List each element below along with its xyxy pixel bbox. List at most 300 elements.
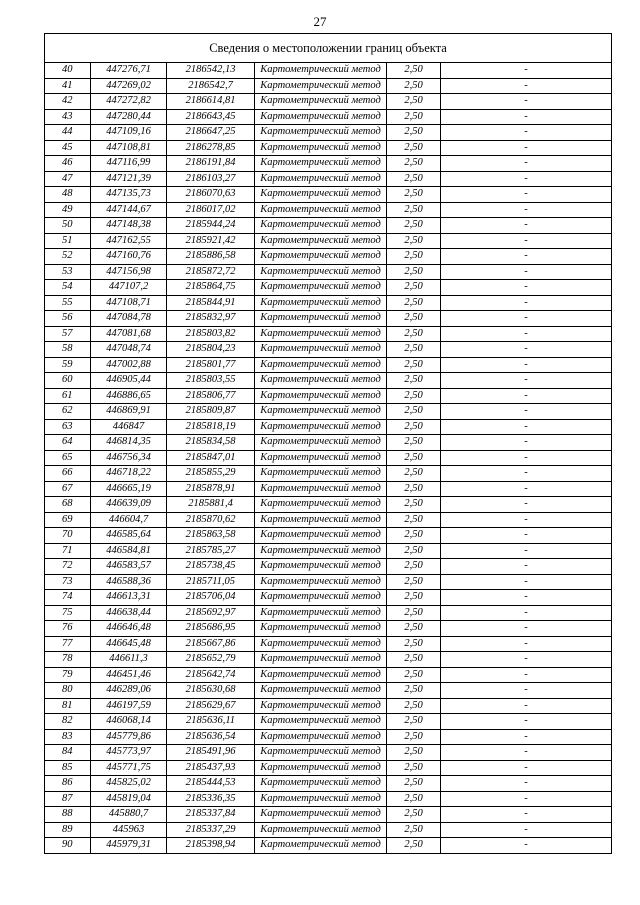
table-row bbox=[45, 559, 612, 575]
accuracy-cell: 2,50 bbox=[387, 605, 441, 621]
description-cell: - bbox=[441, 698, 612, 714]
point-number-cell: 40 bbox=[45, 63, 91, 79]
accuracy-cell: 2,50 bbox=[387, 264, 441, 280]
table-row bbox=[45, 78, 612, 94]
table-row bbox=[45, 807, 612, 823]
y-coordinate-cell: 2185337,84 bbox=[167, 807, 255, 823]
x-coordinate-cell: 445779,86 bbox=[91, 729, 167, 745]
table-row bbox=[45, 714, 612, 730]
method-cell: Картометрический метод bbox=[255, 63, 387, 79]
y-coordinate-cell: 2185491,96 bbox=[167, 745, 255, 761]
table-row bbox=[45, 729, 612, 745]
table-row bbox=[45, 698, 612, 714]
point-number-cell: 73 bbox=[45, 574, 91, 590]
accuracy-cell: 2,50 bbox=[387, 404, 441, 420]
point-number-cell: 57 bbox=[45, 326, 91, 342]
description-cell: - bbox=[441, 187, 612, 203]
method-cell: Картометрический метод bbox=[255, 466, 387, 482]
accuracy-cell: 2,50 bbox=[387, 202, 441, 218]
description-cell: - bbox=[441, 791, 612, 807]
point-number-cell: 54 bbox=[45, 280, 91, 296]
x-coordinate-cell: 447156,98 bbox=[91, 264, 167, 280]
point-number-cell: 62 bbox=[45, 404, 91, 420]
accuracy-cell: 2,50 bbox=[387, 760, 441, 776]
table-row bbox=[45, 543, 612, 559]
method-cell: Картометрический метод bbox=[255, 187, 387, 203]
method-cell: Картометрический метод bbox=[255, 636, 387, 652]
y-coordinate-cell: 2185855,29 bbox=[167, 466, 255, 482]
accuracy-cell: 2,50 bbox=[387, 838, 441, 854]
point-number-cell: 48 bbox=[45, 187, 91, 203]
accuracy-cell: 2,50 bbox=[387, 481, 441, 497]
description-cell: - bbox=[441, 202, 612, 218]
accuracy-cell: 2,50 bbox=[387, 652, 441, 668]
method-cell: Картометрический метод bbox=[255, 528, 387, 544]
accuracy-cell: 2,50 bbox=[387, 233, 441, 249]
x-coordinate-cell: 447048,74 bbox=[91, 342, 167, 358]
description-cell: - bbox=[441, 497, 612, 513]
table-row bbox=[45, 404, 612, 420]
description-cell: - bbox=[441, 636, 612, 652]
method-cell: Картометрический метод bbox=[255, 125, 387, 141]
table-row bbox=[45, 760, 612, 776]
method-cell: Картометрический метод bbox=[255, 326, 387, 342]
point-number-cell: 72 bbox=[45, 559, 91, 575]
y-coordinate-cell: 2185886,58 bbox=[167, 249, 255, 265]
y-coordinate-cell: 2185803,55 bbox=[167, 373, 255, 389]
accuracy-cell: 2,50 bbox=[387, 807, 441, 823]
boundary-table bbox=[44, 33, 612, 854]
x-coordinate-cell: 446451,46 bbox=[91, 667, 167, 683]
table-row bbox=[45, 838, 612, 854]
method-cell: Картометрический метод bbox=[255, 233, 387, 249]
x-coordinate-cell: 446588,36 bbox=[91, 574, 167, 590]
point-number-cell: 85 bbox=[45, 760, 91, 776]
accuracy-cell: 2,50 bbox=[387, 559, 441, 575]
method-cell: Картометрический метод bbox=[255, 776, 387, 792]
table-row bbox=[45, 636, 612, 652]
accuracy-cell: 2,50 bbox=[387, 590, 441, 606]
method-cell: Картометрический метод bbox=[255, 605, 387, 621]
x-coordinate-cell: 447107,2 bbox=[91, 280, 167, 296]
x-coordinate-cell: 446847 bbox=[91, 419, 167, 435]
accuracy-cell: 2,50 bbox=[387, 512, 441, 528]
method-cell: Картометрический метод bbox=[255, 419, 387, 435]
point-number-cell: 75 bbox=[45, 605, 91, 621]
accuracy-cell: 2,50 bbox=[387, 466, 441, 482]
y-coordinate-cell: 2186542,13 bbox=[167, 63, 255, 79]
x-coordinate-cell: 446886,65 bbox=[91, 388, 167, 404]
point-number-cell: 59 bbox=[45, 357, 91, 373]
y-coordinate-cell: 2185686,95 bbox=[167, 621, 255, 637]
table-row bbox=[45, 667, 612, 683]
method-cell: Картометрический метод bbox=[255, 652, 387, 668]
description-cell: - bbox=[441, 109, 612, 125]
x-coordinate-cell: 446638,44 bbox=[91, 605, 167, 621]
accuracy-cell: 2,50 bbox=[387, 621, 441, 637]
x-coordinate-cell: 447116,99 bbox=[91, 156, 167, 172]
y-coordinate-cell: 2185809,87 bbox=[167, 404, 255, 420]
table-row bbox=[45, 218, 612, 234]
point-number-cell: 69 bbox=[45, 512, 91, 528]
description-cell: - bbox=[441, 776, 612, 792]
x-coordinate-cell: 447160,76 bbox=[91, 249, 167, 265]
accuracy-cell: 2,50 bbox=[387, 326, 441, 342]
table-row bbox=[45, 776, 612, 792]
table-row bbox=[45, 528, 612, 544]
accuracy-cell: 2,50 bbox=[387, 187, 441, 203]
description-cell: - bbox=[441, 574, 612, 590]
method-cell: Картометрический метод bbox=[255, 295, 387, 311]
x-coordinate-cell: 447276,71 bbox=[91, 63, 167, 79]
point-number-cell: 41 bbox=[45, 78, 91, 94]
table-row bbox=[45, 497, 612, 513]
description-cell: - bbox=[441, 605, 612, 621]
method-cell: Картометрический метод bbox=[255, 171, 387, 187]
method-cell: Картометрический метод bbox=[255, 156, 387, 172]
y-coordinate-cell: 2185785,27 bbox=[167, 543, 255, 559]
x-coordinate-cell: 447121,39 bbox=[91, 171, 167, 187]
x-coordinate-cell: 446645,48 bbox=[91, 636, 167, 652]
table-body bbox=[45, 34, 612, 854]
description-cell: - bbox=[441, 419, 612, 435]
accuracy-cell: 2,50 bbox=[387, 667, 441, 683]
description-cell: - bbox=[441, 218, 612, 234]
y-coordinate-cell: 2185711,05 bbox=[167, 574, 255, 590]
x-coordinate-cell: 446289,06 bbox=[91, 683, 167, 699]
accuracy-cell: 2,50 bbox=[387, 171, 441, 187]
x-coordinate-cell: 447162,55 bbox=[91, 233, 167, 249]
table-row bbox=[45, 63, 612, 79]
y-coordinate-cell: 2185630,68 bbox=[167, 683, 255, 699]
table-row bbox=[45, 326, 612, 342]
description-cell: - bbox=[441, 466, 612, 482]
x-coordinate-cell: 446814,35 bbox=[91, 435, 167, 451]
accuracy-cell: 2,50 bbox=[387, 822, 441, 838]
method-cell: Картометрический метод bbox=[255, 280, 387, 296]
description-cell: - bbox=[441, 559, 612, 575]
table-title-row bbox=[45, 34, 612, 63]
method-cell: Картометрический метод bbox=[255, 78, 387, 94]
description-cell: - bbox=[441, 683, 612, 699]
point-number-cell: 83 bbox=[45, 729, 91, 745]
description-cell: - bbox=[441, 357, 612, 373]
y-coordinate-cell: 2185444,53 bbox=[167, 776, 255, 792]
point-number-cell: 49 bbox=[45, 202, 91, 218]
table-row bbox=[45, 171, 612, 187]
table-row bbox=[45, 419, 612, 435]
accuracy-cell: 2,50 bbox=[387, 791, 441, 807]
method-cell: Картометрический метод bbox=[255, 512, 387, 528]
table-row bbox=[45, 435, 612, 451]
y-coordinate-cell: 2185881,4 bbox=[167, 497, 255, 513]
x-coordinate-cell: 445979,31 bbox=[91, 838, 167, 854]
table-row bbox=[45, 357, 612, 373]
x-coordinate-cell: 446665,19 bbox=[91, 481, 167, 497]
accuracy-cell: 2,50 bbox=[387, 373, 441, 389]
accuracy-cell: 2,50 bbox=[387, 419, 441, 435]
method-cell: Картометрический метод bbox=[255, 404, 387, 420]
x-coordinate-cell: 446585,64 bbox=[91, 528, 167, 544]
table-row bbox=[45, 745, 612, 761]
point-number-cell: 45 bbox=[45, 140, 91, 156]
point-number-cell: 64 bbox=[45, 435, 91, 451]
y-coordinate-cell: 2185872,72 bbox=[167, 264, 255, 280]
y-coordinate-cell: 2186643,45 bbox=[167, 109, 255, 125]
accuracy-cell: 2,50 bbox=[387, 218, 441, 234]
method-cell: Картометрический метод bbox=[255, 109, 387, 125]
method-cell: Картометрический метод bbox=[255, 559, 387, 575]
accuracy-cell: 2,50 bbox=[387, 109, 441, 125]
point-number-cell: 60 bbox=[45, 373, 91, 389]
method-cell: Картометрический метод bbox=[255, 94, 387, 110]
y-coordinate-cell: 2185337,29 bbox=[167, 822, 255, 838]
point-number-cell: 79 bbox=[45, 667, 91, 683]
description-cell: - bbox=[441, 373, 612, 389]
x-coordinate-cell: 446756,34 bbox=[91, 450, 167, 466]
point-number-cell: 84 bbox=[45, 745, 91, 761]
description-cell: - bbox=[441, 807, 612, 823]
description-cell: - bbox=[441, 326, 612, 342]
point-number-cell: 56 bbox=[45, 311, 91, 327]
point-number-cell: 63 bbox=[45, 419, 91, 435]
accuracy-cell: 2,50 bbox=[387, 125, 441, 141]
description-cell: - bbox=[441, 450, 612, 466]
point-number-cell: 88 bbox=[45, 807, 91, 823]
accuracy-cell: 2,50 bbox=[387, 698, 441, 714]
description-cell: - bbox=[441, 667, 612, 683]
description-cell: - bbox=[441, 590, 612, 606]
method-cell: Картометрический метод bbox=[255, 249, 387, 265]
x-coordinate-cell: 447081,68 bbox=[91, 326, 167, 342]
y-coordinate-cell: 2186278,85 bbox=[167, 140, 255, 156]
y-coordinate-cell: 2185804,23 bbox=[167, 342, 255, 358]
table-row bbox=[45, 388, 612, 404]
table-row bbox=[45, 822, 612, 838]
y-coordinate-cell: 2185844,91 bbox=[167, 295, 255, 311]
method-cell: Картометрический метод bbox=[255, 683, 387, 699]
accuracy-cell: 2,50 bbox=[387, 745, 441, 761]
table-row bbox=[45, 140, 612, 156]
description-cell: - bbox=[441, 140, 612, 156]
accuracy-cell: 2,50 bbox=[387, 78, 441, 94]
point-number-cell: 58 bbox=[45, 342, 91, 358]
y-coordinate-cell: 2186103,27 bbox=[167, 171, 255, 187]
y-coordinate-cell: 2185336,35 bbox=[167, 791, 255, 807]
accuracy-cell: 2,50 bbox=[387, 311, 441, 327]
method-cell: Картометрический метод bbox=[255, 435, 387, 451]
y-coordinate-cell: 2186647,25 bbox=[167, 125, 255, 141]
table-row bbox=[45, 342, 612, 358]
y-coordinate-cell: 2185398,94 bbox=[167, 838, 255, 854]
table-row bbox=[45, 109, 612, 125]
method-cell: Картометрический метод bbox=[255, 838, 387, 854]
table-row bbox=[45, 590, 612, 606]
description-cell: - bbox=[441, 171, 612, 187]
x-coordinate-cell: 447144,67 bbox=[91, 202, 167, 218]
point-number-cell: 51 bbox=[45, 233, 91, 249]
x-coordinate-cell: 447280,44 bbox=[91, 109, 167, 125]
point-number-cell: 66 bbox=[45, 466, 91, 482]
accuracy-cell: 2,50 bbox=[387, 729, 441, 745]
x-coordinate-cell: 445963 bbox=[91, 822, 167, 838]
table-row bbox=[45, 187, 612, 203]
y-coordinate-cell: 2186070,63 bbox=[167, 187, 255, 203]
description-cell: - bbox=[441, 63, 612, 79]
table-row bbox=[45, 125, 612, 141]
point-number-cell: 43 bbox=[45, 109, 91, 125]
description-cell: - bbox=[441, 295, 612, 311]
y-coordinate-cell: 2185944,24 bbox=[167, 218, 255, 234]
point-number-cell: 76 bbox=[45, 621, 91, 637]
point-number-cell: 42 bbox=[45, 94, 91, 110]
point-number-cell: 81 bbox=[45, 698, 91, 714]
accuracy-cell: 2,50 bbox=[387, 94, 441, 110]
y-coordinate-cell: 2185847,01 bbox=[167, 450, 255, 466]
table-row bbox=[45, 652, 612, 668]
table-row bbox=[45, 373, 612, 389]
x-coordinate-cell: 445819,04 bbox=[91, 791, 167, 807]
method-cell: Картометрический метод bbox=[255, 822, 387, 838]
point-number-cell: 55 bbox=[45, 295, 91, 311]
description-cell: - bbox=[441, 760, 612, 776]
table-row bbox=[45, 683, 612, 699]
method-cell: Картометрический метод bbox=[255, 590, 387, 606]
x-coordinate-cell: 445771,75 bbox=[91, 760, 167, 776]
description-cell: - bbox=[441, 264, 612, 280]
point-number-cell: 77 bbox=[45, 636, 91, 652]
accuracy-cell: 2,50 bbox=[387, 342, 441, 358]
y-coordinate-cell: 2185692,97 bbox=[167, 605, 255, 621]
point-number-cell: 90 bbox=[45, 838, 91, 854]
y-coordinate-cell: 2185629,67 bbox=[167, 698, 255, 714]
method-cell: Картометрический метод bbox=[255, 140, 387, 156]
description-cell: - bbox=[441, 388, 612, 404]
description-cell: - bbox=[441, 714, 612, 730]
accuracy-cell: 2,50 bbox=[387, 636, 441, 652]
point-number-cell: 47 bbox=[45, 171, 91, 187]
method-cell: Картометрический метод bbox=[255, 264, 387, 280]
table-row bbox=[45, 621, 612, 637]
description-cell: - bbox=[441, 311, 612, 327]
y-coordinate-cell: 2185921,42 bbox=[167, 233, 255, 249]
method-cell: Картометрический метод bbox=[255, 450, 387, 466]
y-coordinate-cell: 2185832,97 bbox=[167, 311, 255, 327]
x-coordinate-cell: 446869,91 bbox=[91, 404, 167, 420]
point-number-cell: 87 bbox=[45, 791, 91, 807]
description-cell: - bbox=[441, 822, 612, 838]
point-number-cell: 82 bbox=[45, 714, 91, 730]
description-cell: - bbox=[441, 125, 612, 141]
y-coordinate-cell: 2185870,62 bbox=[167, 512, 255, 528]
x-coordinate-cell: 447272,82 bbox=[91, 94, 167, 110]
accuracy-cell: 2,50 bbox=[387, 497, 441, 513]
point-number-cell: 71 bbox=[45, 543, 91, 559]
x-coordinate-cell: 445880,7 bbox=[91, 807, 167, 823]
table-row bbox=[45, 481, 612, 497]
y-coordinate-cell: 2185863,58 bbox=[167, 528, 255, 544]
x-coordinate-cell: 446646,48 bbox=[91, 621, 167, 637]
point-number-cell: 50 bbox=[45, 218, 91, 234]
x-coordinate-cell: 445773,97 bbox=[91, 745, 167, 761]
y-coordinate-cell: 2185803,82 bbox=[167, 326, 255, 342]
table-row bbox=[45, 791, 612, 807]
accuracy-cell: 2,50 bbox=[387, 776, 441, 792]
table-row bbox=[45, 295, 612, 311]
point-number-cell: 67 bbox=[45, 481, 91, 497]
accuracy-cell: 2,50 bbox=[387, 295, 441, 311]
x-coordinate-cell: 446718,22 bbox=[91, 466, 167, 482]
accuracy-cell: 2,50 bbox=[387, 528, 441, 544]
x-coordinate-cell: 447002,88 bbox=[91, 357, 167, 373]
accuracy-cell: 2,50 bbox=[387, 249, 441, 265]
x-coordinate-cell: 445825,02 bbox=[91, 776, 167, 792]
y-coordinate-cell: 2185834,58 bbox=[167, 435, 255, 451]
x-coordinate-cell: 447269,02 bbox=[91, 78, 167, 94]
point-number-cell: 78 bbox=[45, 652, 91, 668]
method-cell: Картометрический метод bbox=[255, 667, 387, 683]
accuracy-cell: 2,50 bbox=[387, 388, 441, 404]
description-cell: - bbox=[441, 729, 612, 745]
description-cell: - bbox=[441, 512, 612, 528]
description-cell: - bbox=[441, 156, 612, 172]
point-number-cell: 44 bbox=[45, 125, 91, 141]
point-number-cell: 53 bbox=[45, 264, 91, 280]
table-row bbox=[45, 264, 612, 280]
method-cell: Картометрический метод bbox=[255, 342, 387, 358]
table-row bbox=[45, 249, 612, 265]
x-coordinate-cell: 446639,09 bbox=[91, 497, 167, 513]
x-coordinate-cell: 447109,16 bbox=[91, 125, 167, 141]
accuracy-cell: 2,50 bbox=[387, 683, 441, 699]
method-cell: Картометрический метод bbox=[255, 218, 387, 234]
y-coordinate-cell: 2185437,93 bbox=[167, 760, 255, 776]
x-coordinate-cell: 446905,44 bbox=[91, 373, 167, 389]
description-cell: - bbox=[441, 249, 612, 265]
method-cell: Картометрический метод bbox=[255, 311, 387, 327]
description-cell: - bbox=[441, 404, 612, 420]
description-cell: - bbox=[441, 543, 612, 559]
x-coordinate-cell: 447135,73 bbox=[91, 187, 167, 203]
point-number-cell: 52 bbox=[45, 249, 91, 265]
y-coordinate-cell: 2186542,7 bbox=[167, 78, 255, 94]
x-coordinate-cell: 446068,14 bbox=[91, 714, 167, 730]
y-coordinate-cell: 2185818,19 bbox=[167, 419, 255, 435]
description-cell: - bbox=[441, 78, 612, 94]
point-number-cell: 70 bbox=[45, 528, 91, 544]
x-coordinate-cell: 447084,78 bbox=[91, 311, 167, 327]
y-coordinate-cell: 2185706,04 bbox=[167, 590, 255, 606]
y-coordinate-cell: 2185806,77 bbox=[167, 388, 255, 404]
table-row bbox=[45, 156, 612, 172]
description-cell: - bbox=[441, 94, 612, 110]
description-cell: - bbox=[441, 652, 612, 668]
x-coordinate-cell: 446604,7 bbox=[91, 512, 167, 528]
point-number-cell: 65 bbox=[45, 450, 91, 466]
description-cell: - bbox=[441, 745, 612, 761]
x-coordinate-cell: 446197,59 bbox=[91, 698, 167, 714]
table-row bbox=[45, 466, 612, 482]
x-coordinate-cell: 446584,81 bbox=[91, 543, 167, 559]
page-number: 27 bbox=[313, 14, 327, 29]
x-coordinate-cell: 446583,57 bbox=[91, 559, 167, 575]
description-cell: - bbox=[441, 342, 612, 358]
accuracy-cell: 2,50 bbox=[387, 63, 441, 79]
description-cell: - bbox=[441, 435, 612, 451]
y-coordinate-cell: 2185738,45 bbox=[167, 559, 255, 575]
y-coordinate-cell: 2186017,02 bbox=[167, 202, 255, 218]
method-cell: Картометрический метод bbox=[255, 714, 387, 730]
